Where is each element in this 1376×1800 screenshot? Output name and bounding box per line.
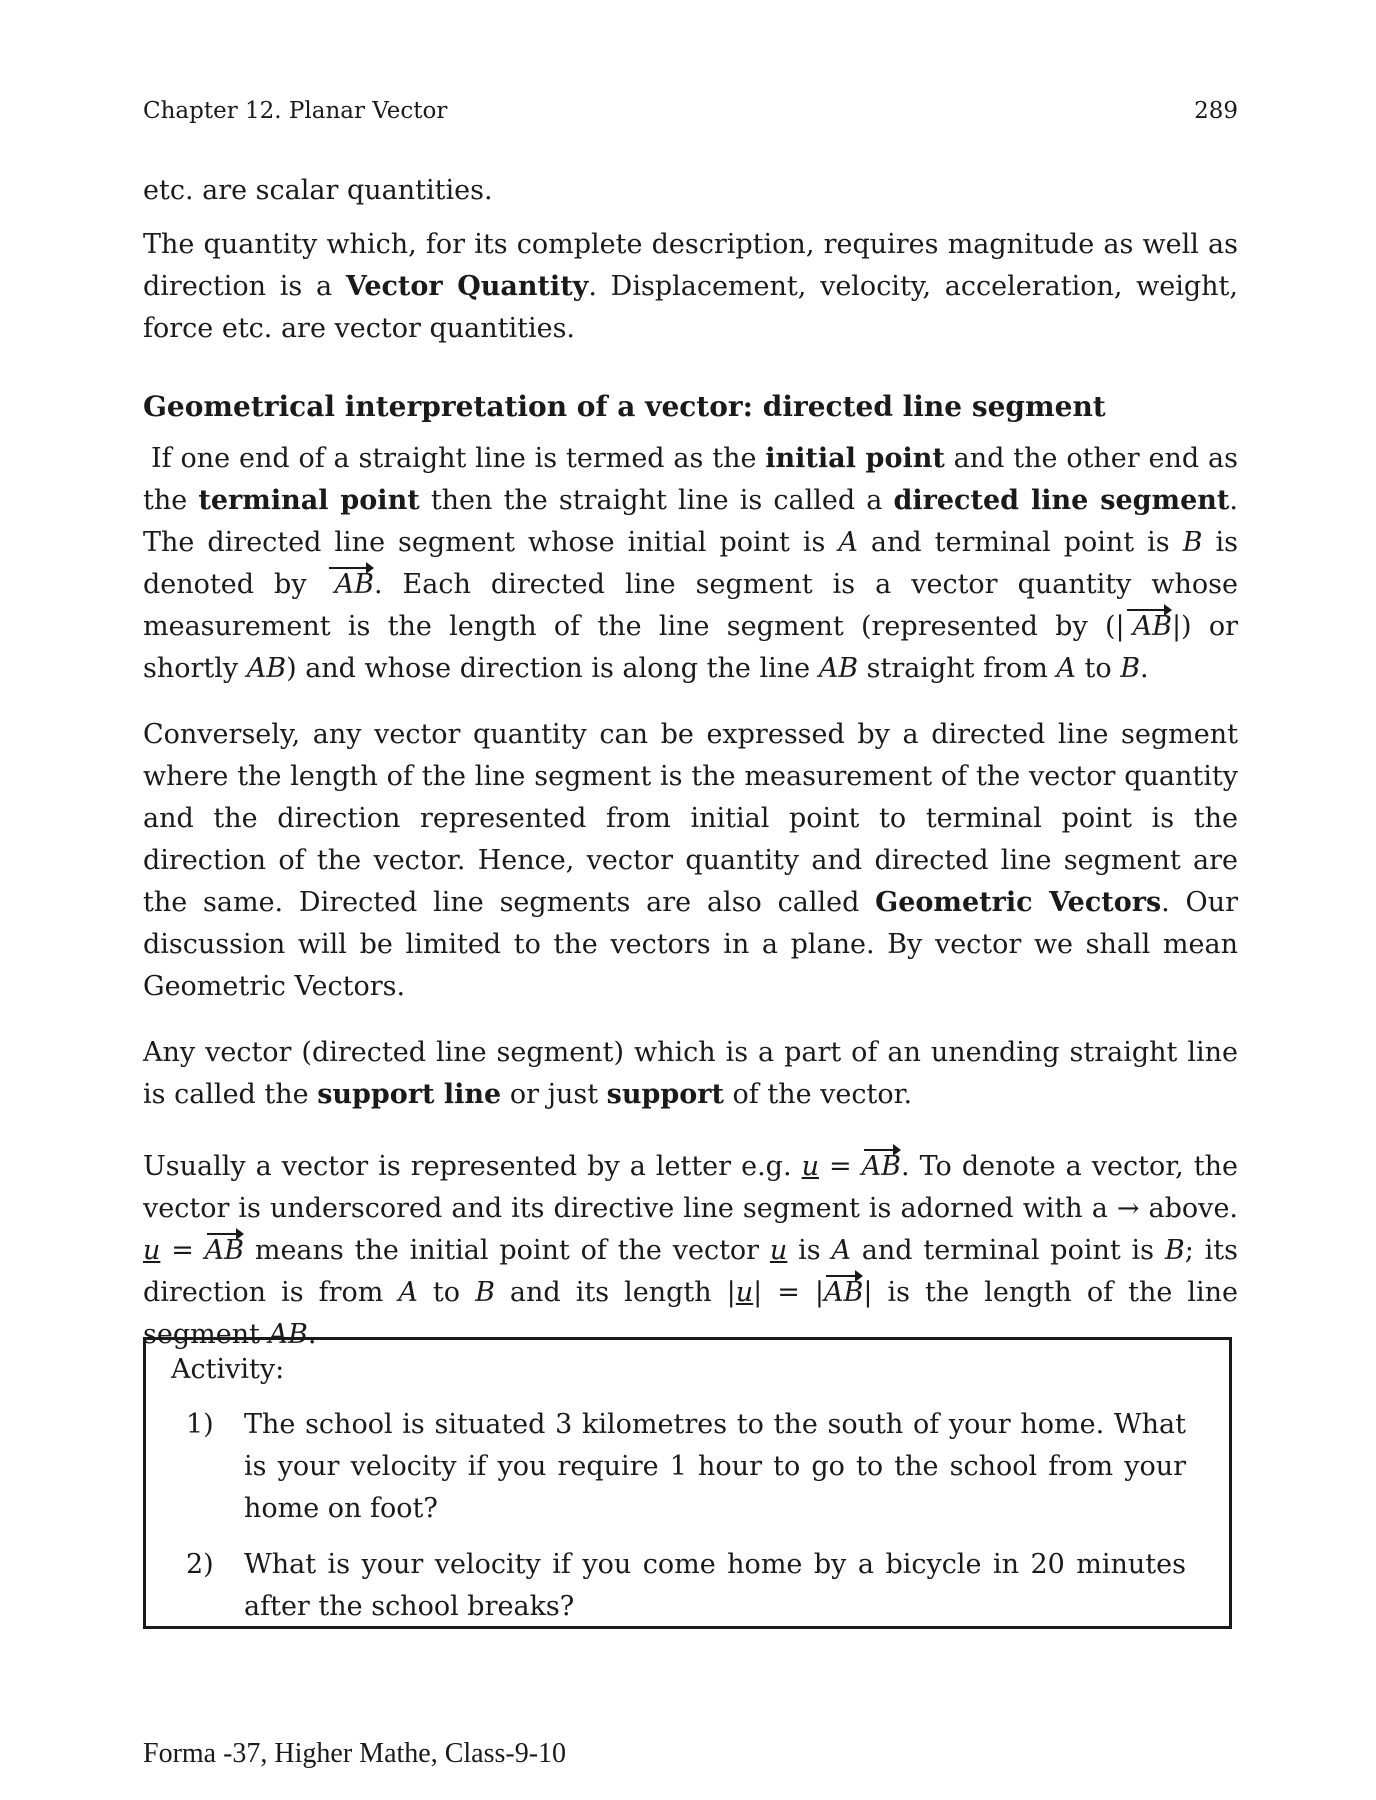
activity-title: Activity: bbox=[171, 1354, 285, 1385]
paragraph-directed-line-segment: If one end of a straight line is termed as the initial point and the other end as the terminal point then the straight line is called a directed line segment. The directed line segment whose initial point is A and terminal point is B is denoted by AB. Each directed line segment is a vector quantity whose measurement is the length of the line segment (represented by (| AB|) or shortly AB) and whose direction is along the line AB straight from A to B. bbox=[143, 443, 1239, 684]
vector-AB: AB bbox=[205, 1230, 244, 1272]
activity-item bbox=[186, 1404, 1186, 1530]
activity-item-number: 2) bbox=[186, 1549, 214, 1580]
math-B: B bbox=[1120, 653, 1141, 684]
term-directed-line-segment: directed line segment bbox=[893, 485, 1230, 516]
activity-box bbox=[143, 1337, 1232, 1629]
page-number: 289 bbox=[1194, 98, 1238, 124]
activity-item-text: The school is situated 3 kilometres to the south of your home. What is your velocity if you require 1 hour to go to the school from your home on foot? bbox=[244, 1409, 1186, 1524]
vector-AB: AB bbox=[862, 1146, 901, 1188]
math-AB: AB bbox=[818, 653, 859, 684]
math-A: A bbox=[1056, 653, 1076, 684]
term-initial-point: initial point bbox=[765, 443, 945, 474]
page-body bbox=[143, 170, 1238, 1392]
math-AB: AB bbox=[268, 1319, 308, 1350]
math-A: A bbox=[398, 1277, 418, 1308]
paragraph-vector-quantity: The quantity which, for its complete description, requires magnitude as well as direction is a Vector Quantity. Displacement, velocity, acceleration, weight, force etc. are vector quantities. bbox=[143, 229, 1238, 344]
math-B: B bbox=[1182, 527, 1203, 558]
paragraph-support-line: Any vector (directed line segment) which is a part of an unending straight line is called the support line or just support of the vector. bbox=[143, 1037, 1238, 1110]
vector-AB: AB bbox=[1125, 606, 1172, 648]
term-support-line: support line bbox=[317, 1079, 502, 1110]
activity-list bbox=[186, 1404, 1186, 1642]
paragraph-scalar-end: etc. are scalar quantities. bbox=[143, 175, 493, 206]
math-B: B bbox=[1164, 1235, 1185, 1266]
math-B: B bbox=[475, 1277, 495, 1308]
math-A: A bbox=[831, 1235, 851, 1266]
term-terminal-point: terminal point bbox=[198, 485, 420, 516]
vector-AB: AB bbox=[824, 1272, 863, 1314]
math-u: u bbox=[801, 1151, 819, 1182]
math-u: u bbox=[769, 1235, 788, 1266]
term-geometric-vectors: Geometric Vectors bbox=[875, 887, 1162, 918]
paragraph-vector-notation: Usually a vector is represented by a letter e.g. u = AB. To denote a vector, the vector is underscored and its directive line segment is adorned with a → above. u = AB means the initial point of the vector u is A and terminal point is B; its direction is from A to B and its length |u| = |AB| is the length of the line segment AB. bbox=[143, 1146, 1238, 1356]
page-footer: Forma -37, Higher Mathe, Class-9-10 bbox=[143, 1738, 567, 1769]
math-u: u bbox=[735, 1277, 754, 1308]
activity-item-text: What is your velocity if you come home by a bicycle in 20 minutes after the school breaks? bbox=[244, 1549, 1186, 1622]
term-vector-quantity: Vector Quantity bbox=[345, 271, 589, 302]
activity-item-number: 1) bbox=[186, 1409, 214, 1440]
vector-AB: AB bbox=[327, 564, 374, 606]
activity-item bbox=[186, 1544, 1186, 1628]
running-header bbox=[143, 98, 1238, 124]
math-AB: AB bbox=[246, 653, 287, 684]
term-support: support bbox=[606, 1079, 724, 1110]
math-A: A bbox=[838, 527, 858, 558]
chapter-title: Chapter 12. Planar Vector bbox=[143, 98, 448, 124]
section-heading: Geometrical interpretation of a vector: directed line segment bbox=[143, 390, 1106, 423]
math-u: u bbox=[143, 1235, 161, 1266]
paragraph-geometric-vectors: Conversely, any vector quantity can be expressed by a directed line segment where the length of the line segment is the measurement of the vector quantity and the direction represented from initial point to terminal point is the direction of the vector. Hence, vector quantity and directed line segment are the same. Directed line segments are also called Geometric Vectors. Our discussion will be limited to the vectors in a plane. By vector we shall mean Geometric Vectors. bbox=[143, 719, 1238, 1002]
